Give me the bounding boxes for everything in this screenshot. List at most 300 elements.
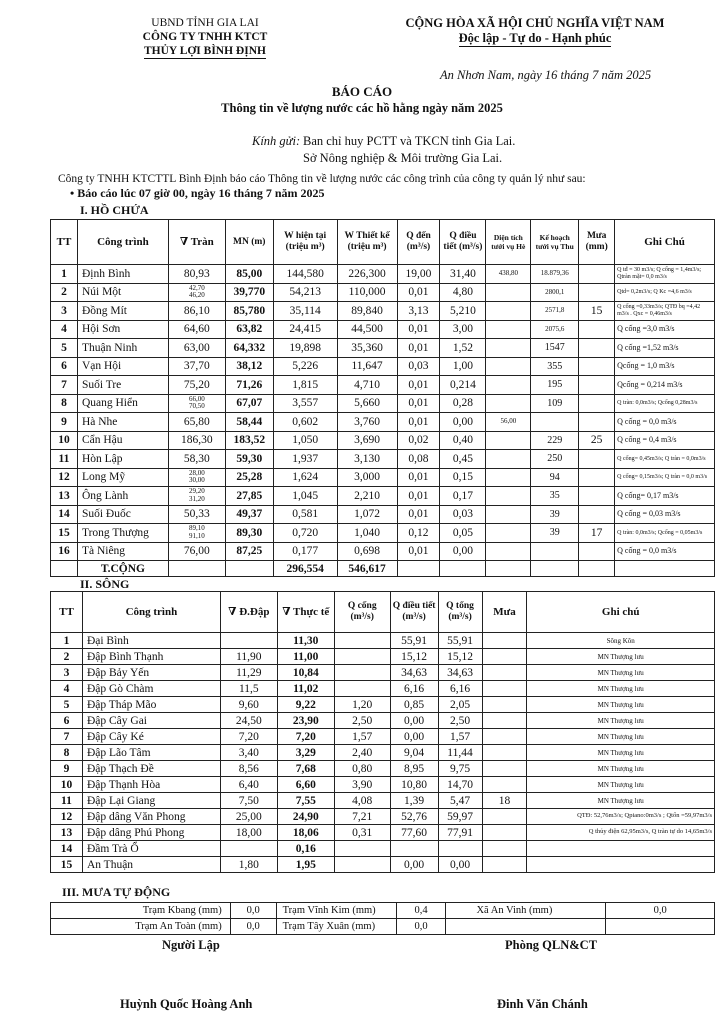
reservoir-mua: 17 (579, 524, 615, 543)
reservoir-w-thiet-ke: 4,710 (337, 376, 397, 395)
reservoir-mua: 25 (579, 431, 615, 450)
reservoir-mua: 15 (579, 302, 615, 321)
col-dien-tich: Diện tích tưới vụ Hè (486, 220, 531, 265)
total-empty (486, 561, 531, 577)
reservoir-w-thiet-ke: 110,000 (337, 283, 397, 302)
reservoir-ke-hoach: 229 (531, 431, 579, 450)
river-mua (482, 649, 527, 665)
reservoir-q-dieu-tiet: 4,80 (440, 283, 486, 302)
reservoir-mua (579, 283, 615, 302)
river-row (51, 665, 715, 681)
river-q-cong: 7,21 (334, 809, 390, 825)
reservoir-w-thiet-ke: 5,660 (337, 394, 397, 413)
tran-value-line: 91,10 (188, 531, 205, 540)
river-note: Q thủy điện 62,95m3/s, Q tràn tự do 14,65m3/s (527, 825, 715, 841)
reservoir-w-thiet-ke: 2,210 (337, 487, 397, 506)
river-dinh-dap (220, 633, 277, 649)
river-thuc-te: 7,55 (277, 793, 334, 809)
reservoir-mua (579, 413, 615, 432)
river-row (51, 681, 715, 697)
col-q-tong: Q tổng (m³/s) (438, 592, 482, 633)
river-row (51, 713, 715, 729)
row-tt: 12 (51, 809, 83, 825)
tran-value-line: 30,00 (188, 476, 205, 485)
river-dinh-dap: 8,56 (220, 761, 277, 777)
total-label: T.CỘNG (77, 561, 168, 577)
col-ke-hoach: Kế hoạch tưới vụ Thu (531, 220, 579, 265)
river-q-dieu-tiet: 0,00 (390, 857, 438, 873)
river-name: Đập Tháp Mão (82, 697, 220, 713)
reservoir-name: Thuận Ninh (77, 339, 168, 358)
river-dinh-dap (220, 841, 277, 857)
reservoir-dien-tich (486, 487, 531, 506)
signer-right-name: Đinh Văn Chánh (497, 997, 588, 1011)
row-tt: 14 (51, 841, 83, 857)
col-mn: MN (m) (225, 220, 273, 265)
river-q-tong: 11,44 (438, 745, 482, 761)
reservoir-ke-hoach: 2800,1 (531, 283, 579, 302)
row-tt: 9 (51, 413, 78, 432)
reservoir-q-dieu-tiet: 0,00 (440, 413, 486, 432)
col-cong-trinh: Công trình (77, 220, 168, 265)
reservoir-dien-tich (486, 524, 531, 543)
reservoir-q-den: 3,13 (397, 302, 440, 321)
river-row (51, 761, 715, 777)
reservoir-tran: 64,60 (168, 320, 225, 339)
reservoir-mn: 183,52 (225, 431, 273, 450)
reservoir-mn: 25,28 (225, 468, 273, 487)
total-empty (440, 561, 486, 577)
reservoir-row (51, 339, 715, 358)
reservoir-row (51, 265, 715, 284)
reservoir-row (51, 505, 715, 524)
row-tt: 2 (51, 283, 78, 302)
river-mua (482, 729, 527, 745)
river-note: MN Thượng lưu (527, 649, 715, 665)
reservoir-q-den: 0,01 (397, 394, 440, 413)
reservoir-w-hien-tai: 0,720 (273, 524, 337, 543)
river-mua (482, 841, 527, 857)
river-thuc-te: 7,20 (277, 729, 334, 745)
reservoir-mua (579, 487, 615, 506)
reservoir-dien-tich (486, 431, 531, 450)
row-tt: 1 (51, 265, 78, 284)
reservoir-name: Hội Sơn (77, 320, 168, 339)
reservoir-mn: 59,30 (225, 450, 273, 469)
total-empty (531, 561, 579, 577)
river-q-dieu-tiet: 0,00 (390, 713, 438, 729)
reservoir-tran: 37,70 (168, 357, 225, 376)
river-q-cong: 2,50 (334, 713, 390, 729)
river-row (51, 857, 715, 873)
river-q-cong: 1,20 (334, 697, 390, 713)
reservoir-mn: 38,12 (225, 357, 273, 376)
river-name: Đập Lại Giang (82, 793, 220, 809)
reservoir-q-dieu-tiet: 3,00 (440, 320, 486, 339)
rain-value-3: 0,0 (606, 903, 715, 919)
reservoir-w-hien-tai: 35,114 (273, 302, 337, 321)
row-tt: 15 (51, 524, 78, 543)
river-q-cong (334, 665, 390, 681)
row-tt: 12 (51, 468, 78, 487)
reservoir-q-den: 0,03 (397, 357, 440, 376)
river-name: Đập Bình Thạnh (82, 649, 220, 665)
river-q-tong: 6,16 (438, 681, 482, 697)
reservoir-w-hien-tai: 19,898 (273, 339, 337, 358)
river-name: Đập Gò Chàm (82, 681, 220, 697)
reservoir-w-hien-tai: 5,226 (273, 357, 337, 376)
reservoir-tran (168, 487, 225, 506)
river-q-cong (334, 633, 390, 649)
reservoir-name: Đồng Mít (77, 302, 168, 321)
river-thuc-te: 23,90 (277, 713, 334, 729)
river-q-cong: 3,90 (334, 777, 390, 793)
reservoir-ke-hoach: 35 (531, 487, 579, 506)
river-name: Đập dâng Phú Phong (82, 825, 220, 841)
reservoir-mn: 87,25 (225, 542, 273, 561)
rain-value-2: 0,4 (396, 903, 446, 919)
river-q-cong (334, 681, 390, 697)
reservoir-name: Tà Niêng (77, 542, 168, 561)
reservoir-dien-tich (486, 283, 531, 302)
col-tt: TT (51, 220, 78, 265)
row-tt: 1 (51, 633, 83, 649)
river-note: MN Thượng lưu (527, 681, 715, 697)
river-mua (482, 633, 527, 649)
reservoir-row (51, 302, 715, 321)
reservoir-row (51, 376, 715, 395)
reservoir-dien-tich (486, 450, 531, 469)
reservoir-row (51, 431, 715, 450)
agency-line-2: CÔNG TY TNHH KTCT (142, 31, 268, 43)
reservoir-q-den: 0,01 (397, 339, 440, 358)
reservoir-note: Q cống =0,33m3/s; QTĐ bq =4,42 m3/s . Qxc = 0,46m3/s (615, 302, 715, 321)
river-note: MN Thượng lưu (527, 761, 715, 777)
river-q-dieu-tiet: 8,95 (390, 761, 438, 777)
reservoir-row (51, 468, 715, 487)
reservoir-w-hien-tai: 24,415 (273, 320, 337, 339)
river-note: MN Thượng lưu (527, 745, 715, 761)
river-name: Đập Thạch Đề (82, 761, 220, 777)
reservoir-mua (579, 542, 615, 561)
rain-value-1: 0,0 (230, 919, 276, 935)
river-row (51, 633, 715, 649)
col-mua: Mưa (mm) (579, 220, 615, 265)
tran-value-line: 28,00 (188, 468, 205, 477)
reservoir-note: Q cống = 0,03 m3/s (615, 505, 715, 524)
col-q-dieu-tiet: Q điều tiết (m³/s) (390, 592, 438, 633)
reservoir-q-dieu-tiet: 1,52 (440, 339, 486, 358)
river-q-tong: 34,63 (438, 665, 482, 681)
river-thuc-te: 11,30 (277, 633, 334, 649)
reservoir-q-den: 0,01 (397, 413, 440, 432)
reservoir-note: Q tràn: 0,0m3/s; Qcống 0,28m3/s (615, 394, 715, 413)
reservoir-q-dieu-tiet: 0,05 (440, 524, 486, 543)
national-header (355, 16, 715, 47)
reservoir-name: Ông Lành (77, 487, 168, 506)
reservoir-w-thiet-ke: 3,690 (337, 431, 397, 450)
river-note: Sông Kôn (527, 633, 715, 649)
river-dinh-dap: 7,20 (220, 729, 277, 745)
recipient-2: Sở Nông nghiệp & Môi trường Gia Lai. (303, 151, 503, 165)
river-name: Đập Cây Ké (82, 729, 220, 745)
reservoir-note: Q cống= 0,15m3/s; Q tràn = 0,0 m3/s (615, 468, 715, 487)
river-mua (482, 857, 527, 873)
river-dinh-dap: 3,40 (220, 745, 277, 761)
rain-station-1: Trạm An Toàn (mm) (51, 919, 231, 935)
reservoir-name: Hòn Lập (77, 450, 168, 469)
reservoir-row (51, 283, 715, 302)
row-tt: 14 (51, 505, 78, 524)
row-tt: 13 (51, 825, 83, 841)
river-mua (482, 809, 527, 825)
reservoir-w-thiet-ke: 0,698 (337, 542, 397, 561)
reservoir-tran: 76,00 (168, 542, 225, 561)
col-thuc-te: ∇ Thực tế (277, 592, 334, 633)
reservoir-w-hien-tai: 54,213 (273, 283, 337, 302)
river-name: Đập Bảy Yến (82, 665, 220, 681)
reservoir-dien-tich (486, 357, 531, 376)
river-thuc-te: 10,84 (277, 665, 334, 681)
reservoir-dien-tich: 438,80 (486, 265, 531, 284)
river-dinh-dap: 18,00 (220, 825, 277, 841)
col-ghi-chu: Ghi Chú (615, 220, 715, 265)
reservoir-q-den: 0,12 (397, 524, 440, 543)
tran-value-line: 89,10 (188, 524, 205, 533)
reservoir-w-hien-tai: 0,581 (273, 505, 337, 524)
reservoir-mn: 39,770 (225, 283, 273, 302)
reservoir-tran (168, 524, 225, 543)
river-name: Đập Lão Tâm (82, 745, 220, 761)
river-row (51, 793, 715, 809)
river-note: MN Thượng lưu (527, 713, 715, 729)
reservoir-dien-tich (486, 542, 531, 561)
reservoir-w-hien-tai: 1,624 (273, 468, 337, 487)
recipient-label: Kính gửi: (252, 134, 301, 148)
signer-left-role: Người Lập (162, 938, 220, 952)
river-thuc-te: 18,06 (277, 825, 334, 841)
row-tt: 8 (51, 394, 78, 413)
river-q-cong (334, 857, 390, 873)
river-dinh-dap: 7,50 (220, 793, 277, 809)
reservoir-q-den: 0,01 (397, 542, 440, 561)
river-name: Đập dâng Văn Phong (82, 809, 220, 825)
rain-row (51, 903, 715, 919)
river-thuc-te: 9,22 (277, 697, 334, 713)
river-note: MN Thượng lưu (527, 793, 715, 809)
reservoir-q-dieu-tiet: 0,03 (440, 505, 486, 524)
reservoir-dien-tich (486, 302, 531, 321)
river-q-cong: 2,40 (334, 745, 390, 761)
section2-title: II. SÔNG (80, 577, 130, 591)
rain-value-1: 0,0 (230, 903, 276, 919)
agency-line-1: UBND TỈNH GIA LAI (151, 17, 259, 29)
row-tt: 9 (51, 761, 83, 777)
river-dinh-dap: 1,80 (220, 857, 277, 873)
reservoir-mua (579, 357, 615, 376)
total-empty (397, 561, 440, 577)
reservoir-ke-hoach (531, 542, 579, 561)
reservoir-w-hien-tai: 1,050 (273, 431, 337, 450)
reservoir-w-thiet-ke: 226,300 (337, 265, 397, 284)
rain-row (51, 919, 715, 935)
reservoir-q-dieu-tiet: 0,17 (440, 487, 486, 506)
reservoir-mua (579, 339, 615, 358)
river-note (527, 841, 715, 857)
river-dinh-dap: 11,29 (220, 665, 277, 681)
reservoir-q-dieu-tiet: 1,00 (440, 357, 486, 376)
river-row (51, 745, 715, 761)
report-time: • Báo cáo lúc 07 giờ 00, ngày 16 tháng 7 năm 2025 (70, 186, 325, 200)
river-mua (482, 825, 527, 841)
reservoir-dien-tich (486, 376, 531, 395)
agency-header (100, 16, 310, 59)
reservoir-q-den: 19,00 (397, 265, 440, 284)
reservoir-q-dieu-tiet: 5,210 (440, 302, 486, 321)
river-dinh-dap: 11,5 (220, 681, 277, 697)
rain-station-2: Trạm Vĩnh Kim (mm) (276, 903, 396, 919)
reservoir-ke-hoach: 39 (531, 505, 579, 524)
row-tt: 6 (51, 357, 78, 376)
reservoir-dien-tich (486, 339, 531, 358)
river-note (527, 857, 715, 873)
reservoir-tran: 65,80 (168, 413, 225, 432)
total-empty (168, 561, 225, 577)
reservoir-ke-hoach: 94 (531, 468, 579, 487)
river-dinh-dap: 9,60 (220, 697, 277, 713)
reservoir-mn: 58,44 (225, 413, 273, 432)
reservoir-q-den: 0,01 (397, 505, 440, 524)
total-empty (615, 561, 715, 577)
river-q-tong: 0,00 (438, 857, 482, 873)
river-row (51, 809, 715, 825)
rain-value-3 (606, 919, 715, 935)
reservoir-q-den: 0,02 (397, 431, 440, 450)
river-q-tong: 77,91 (438, 825, 482, 841)
reservoir-q-dieu-tiet: 0,40 (440, 431, 486, 450)
reservoir-header-row (51, 220, 715, 265)
reservoir-tran: 50,33 (168, 505, 225, 524)
reservoir-q-dieu-tiet: 0,28 (440, 394, 486, 413)
reservoir-ke-hoach: 2075,6 (531, 320, 579, 339)
reservoir-q-den: 0,01 (397, 320, 440, 339)
rain-station-2: Trạm Tây Xuân (mm) (276, 919, 396, 935)
reservoir-w-thiet-ke: 3,130 (337, 450, 397, 469)
reservoir-mua (579, 468, 615, 487)
river-note: MN Thượng lưu (527, 777, 715, 793)
river-q-dieu-tiet: 6,16 (390, 681, 438, 697)
river-dinh-dap: 6,40 (220, 777, 277, 793)
reservoir-tran: 75,20 (168, 376, 225, 395)
reservoir-q-den: 0,01 (397, 468, 440, 487)
reservoir-name: Vạn Hội (77, 357, 168, 376)
row-tt: 3 (51, 665, 83, 681)
reservoir-ke-hoach: 18.879,36 (531, 265, 579, 284)
reservoir-mua (579, 505, 615, 524)
rain-station-1: Trạm Kbang (mm) (51, 903, 231, 919)
rain-station-3: Xã An Vinh (mm) (446, 903, 606, 919)
total-empty (51, 561, 78, 577)
col-mua: Mưa (482, 592, 527, 633)
total-empty (225, 561, 273, 577)
river-thuc-te: 6,60 (277, 777, 334, 793)
river-q-dieu-tiet: 0,85 (390, 697, 438, 713)
reservoir-mn: 63,82 (225, 320, 273, 339)
reservoir-note: Q cống= 0,45m3/s; Q tràn = 0,0m3/s (615, 450, 715, 469)
river-thuc-te: 7,68 (277, 761, 334, 777)
reservoir-row (51, 357, 715, 376)
river-mua: 18 (482, 793, 527, 809)
river-q-dieu-tiet: 52,76 (390, 809, 438, 825)
row-tt: 5 (51, 339, 78, 358)
reservoir-note: Q cống = 0,4 m3/s (615, 431, 715, 450)
col-dinh-dap: ∇ Đ.Đập (220, 592, 277, 633)
reservoir-w-hien-tai: 1,937 (273, 450, 337, 469)
reservoir-w-thiet-ke: 44,500 (337, 320, 397, 339)
reservoir-tran: 86,10 (168, 302, 225, 321)
col-q-den: Q đến (m³/s) (397, 220, 440, 265)
reservoir-row (51, 413, 715, 432)
river-q-tong: 2,05 (438, 697, 482, 713)
reservoir-tran: 63,00 (168, 339, 225, 358)
reservoir-note: Q cống =1,52 m3/s (615, 339, 715, 358)
river-q-tong: 5,47 (438, 793, 482, 809)
signer-left-name: Huỳnh Quốc Hoàng Anh (120, 997, 253, 1011)
reservoir-mua (579, 376, 615, 395)
reservoir-name: Long Mỹ (77, 468, 168, 487)
reservoir-mn: 71,26 (225, 376, 273, 395)
reservoir-note: Q cống = 0,0 m3/s (615, 542, 715, 561)
rain-table (50, 902, 715, 935)
reservoir-q-dieu-tiet: 31,40 (440, 265, 486, 284)
reservoir-ke-hoach: 1547 (531, 339, 579, 358)
col-cong-trinh: Công trình (82, 592, 220, 633)
reservoir-w-hien-tai: 0,177 (273, 542, 337, 561)
reservoir-mn: 49,37 (225, 505, 273, 524)
river-q-dieu-tiet (390, 841, 438, 857)
row-tt: 5 (51, 697, 83, 713)
row-tt: 4 (51, 681, 83, 697)
river-q-tong: 55,91 (438, 633, 482, 649)
reservoir-mn: 64,332 (225, 339, 273, 358)
river-note: MN Thượng lưu (527, 697, 715, 713)
reservoir-q-den: 0,01 (397, 376, 440, 395)
river-name: Đầm Trà Ổ (82, 841, 220, 857)
reservoir-q-dieu-tiet: 0,00 (440, 542, 486, 561)
col-q-cong: Q cống (m³/s) (334, 592, 390, 633)
row-tt: 2 (51, 649, 83, 665)
river-q-dieu-tiet: 0,00 (390, 729, 438, 745)
river-name: An Thuận (82, 857, 220, 873)
river-q-tong: 2,50 (438, 713, 482, 729)
river-q-tong: 14,70 (438, 777, 482, 793)
river-thuc-te: 1,95 (277, 857, 334, 873)
reservoir-tran (168, 283, 225, 302)
reservoir-mn: 89,30 (225, 524, 273, 543)
reservoir-mn: 85,780 (225, 302, 273, 321)
tran-value-line: 29,20 (188, 487, 205, 496)
tran-value-line: 46,20 (188, 291, 205, 300)
river-note: MN Thượng lưu (527, 665, 715, 681)
section1-title: I. HỒ CHỨA (80, 203, 149, 217)
river-q-cong: 1,57 (334, 729, 390, 745)
row-tt: 7 (51, 729, 83, 745)
reservoir-q-dieu-tiet: 0,15 (440, 468, 486, 487)
tran-value-line: 70,50 (188, 402, 205, 411)
reservoir-note: Q cống = 0,0 m3/s (615, 413, 715, 432)
reservoir-q-den: 0,01 (397, 487, 440, 506)
reservoir-w-hien-tai: 144,580 (273, 265, 337, 284)
